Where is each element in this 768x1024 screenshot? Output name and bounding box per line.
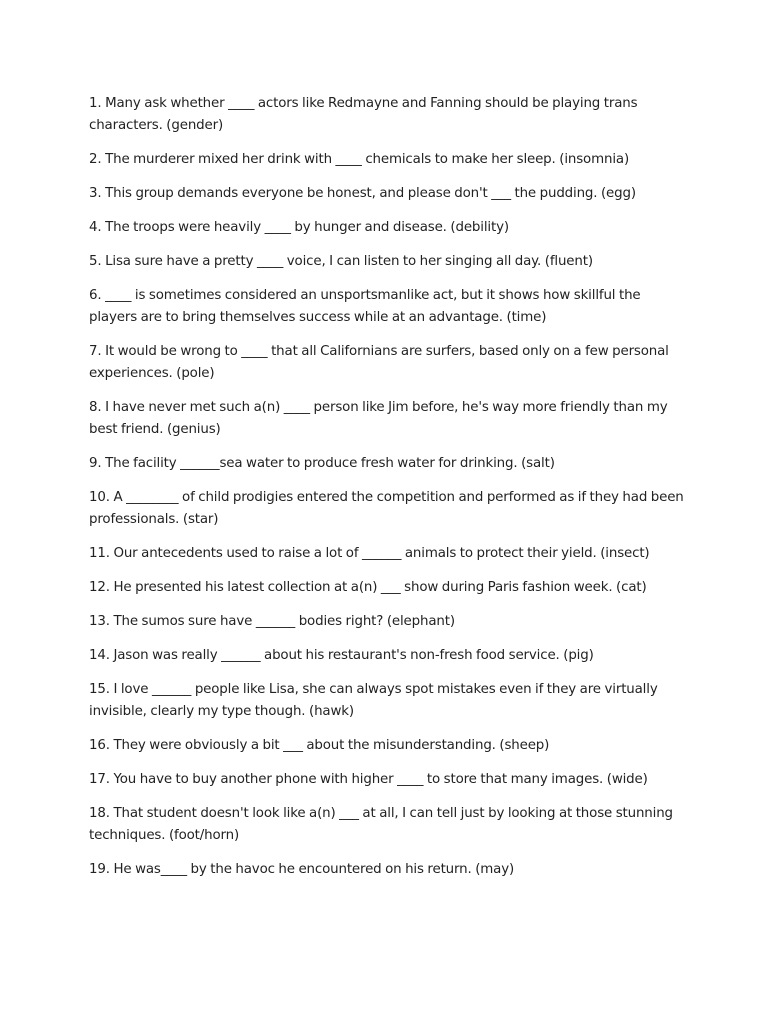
question-item: 5. Lisa sure have a pretty ____ voice, I can listen to her singing all day. (fluent) xyxy=(89,254,593,269)
question-item: 1. Many ask whether ____ actors like Redmayne and Fanning should be playing trans characters. (gender) xyxy=(89,96,638,133)
question-item: 8. I have never met such a(n) ____ person like Jim before, he's way more friendly than my best friend. (genius) xyxy=(89,400,668,437)
question-item: 16. They were obviously a bit ___ about the misunderstanding. (sheep) xyxy=(89,738,550,753)
question-item: 10. A ________ of child prodigies entered the competition and performed as if they had been professionals. (star) xyxy=(89,490,684,527)
question-item: 18. That student doesn't look like a(n) ___ at all, I can tell just by looking at those stunning techniques. (foot/horn) xyxy=(89,806,673,843)
question-item: 13. The sumos sure have ______ bodies right? (elephant) xyxy=(89,614,455,629)
question-item: 4. The troops were heavily ____ by hunger and disease. (debility) xyxy=(89,220,509,235)
question-item: 7. It would be wrong to ____ that all Californians are surfers, based only on a few personal experiences. (pole) xyxy=(89,344,669,381)
question-item: 15. I love ______ people like Lisa, she can always spot mistakes even if they are virtually invisible, clearly my type though. (hawk) xyxy=(89,682,658,719)
question-item: 6. ____ is sometimes considered an unsportsmanlike act, but it shows how skillful the players are to bring themselves success while at an advantage. (time) xyxy=(89,288,641,325)
question-item: 17. You have to buy another phone with higher ____ to store that many images. (wide) xyxy=(89,772,648,787)
question-item: 11. Our antecedents used to raise a lot of ______ animals to protect their yield. (insect) xyxy=(89,546,650,561)
question-item: 19. He was____ by the havoc he encountered on his return. (may) xyxy=(89,862,515,877)
question-list xyxy=(89,93,689,893)
question-item: 14. Jason was really ______ about his restaurant's non-fresh food service. (pig) xyxy=(89,648,594,663)
question-item: 2. The murderer mixed her drink with ____ chemicals to make her sleep. (insomnia) xyxy=(89,152,630,167)
question-item: 12. He presented his latest collection at a(n) ___ show during Paris fashion week. (cat) xyxy=(89,580,647,595)
question-item: 9. The facility ______sea water to produce fresh water for drinking. (salt) xyxy=(89,456,555,471)
question-item: 3. This group demands everyone be honest, and please don't ___ the pudding. (egg) xyxy=(89,186,636,201)
